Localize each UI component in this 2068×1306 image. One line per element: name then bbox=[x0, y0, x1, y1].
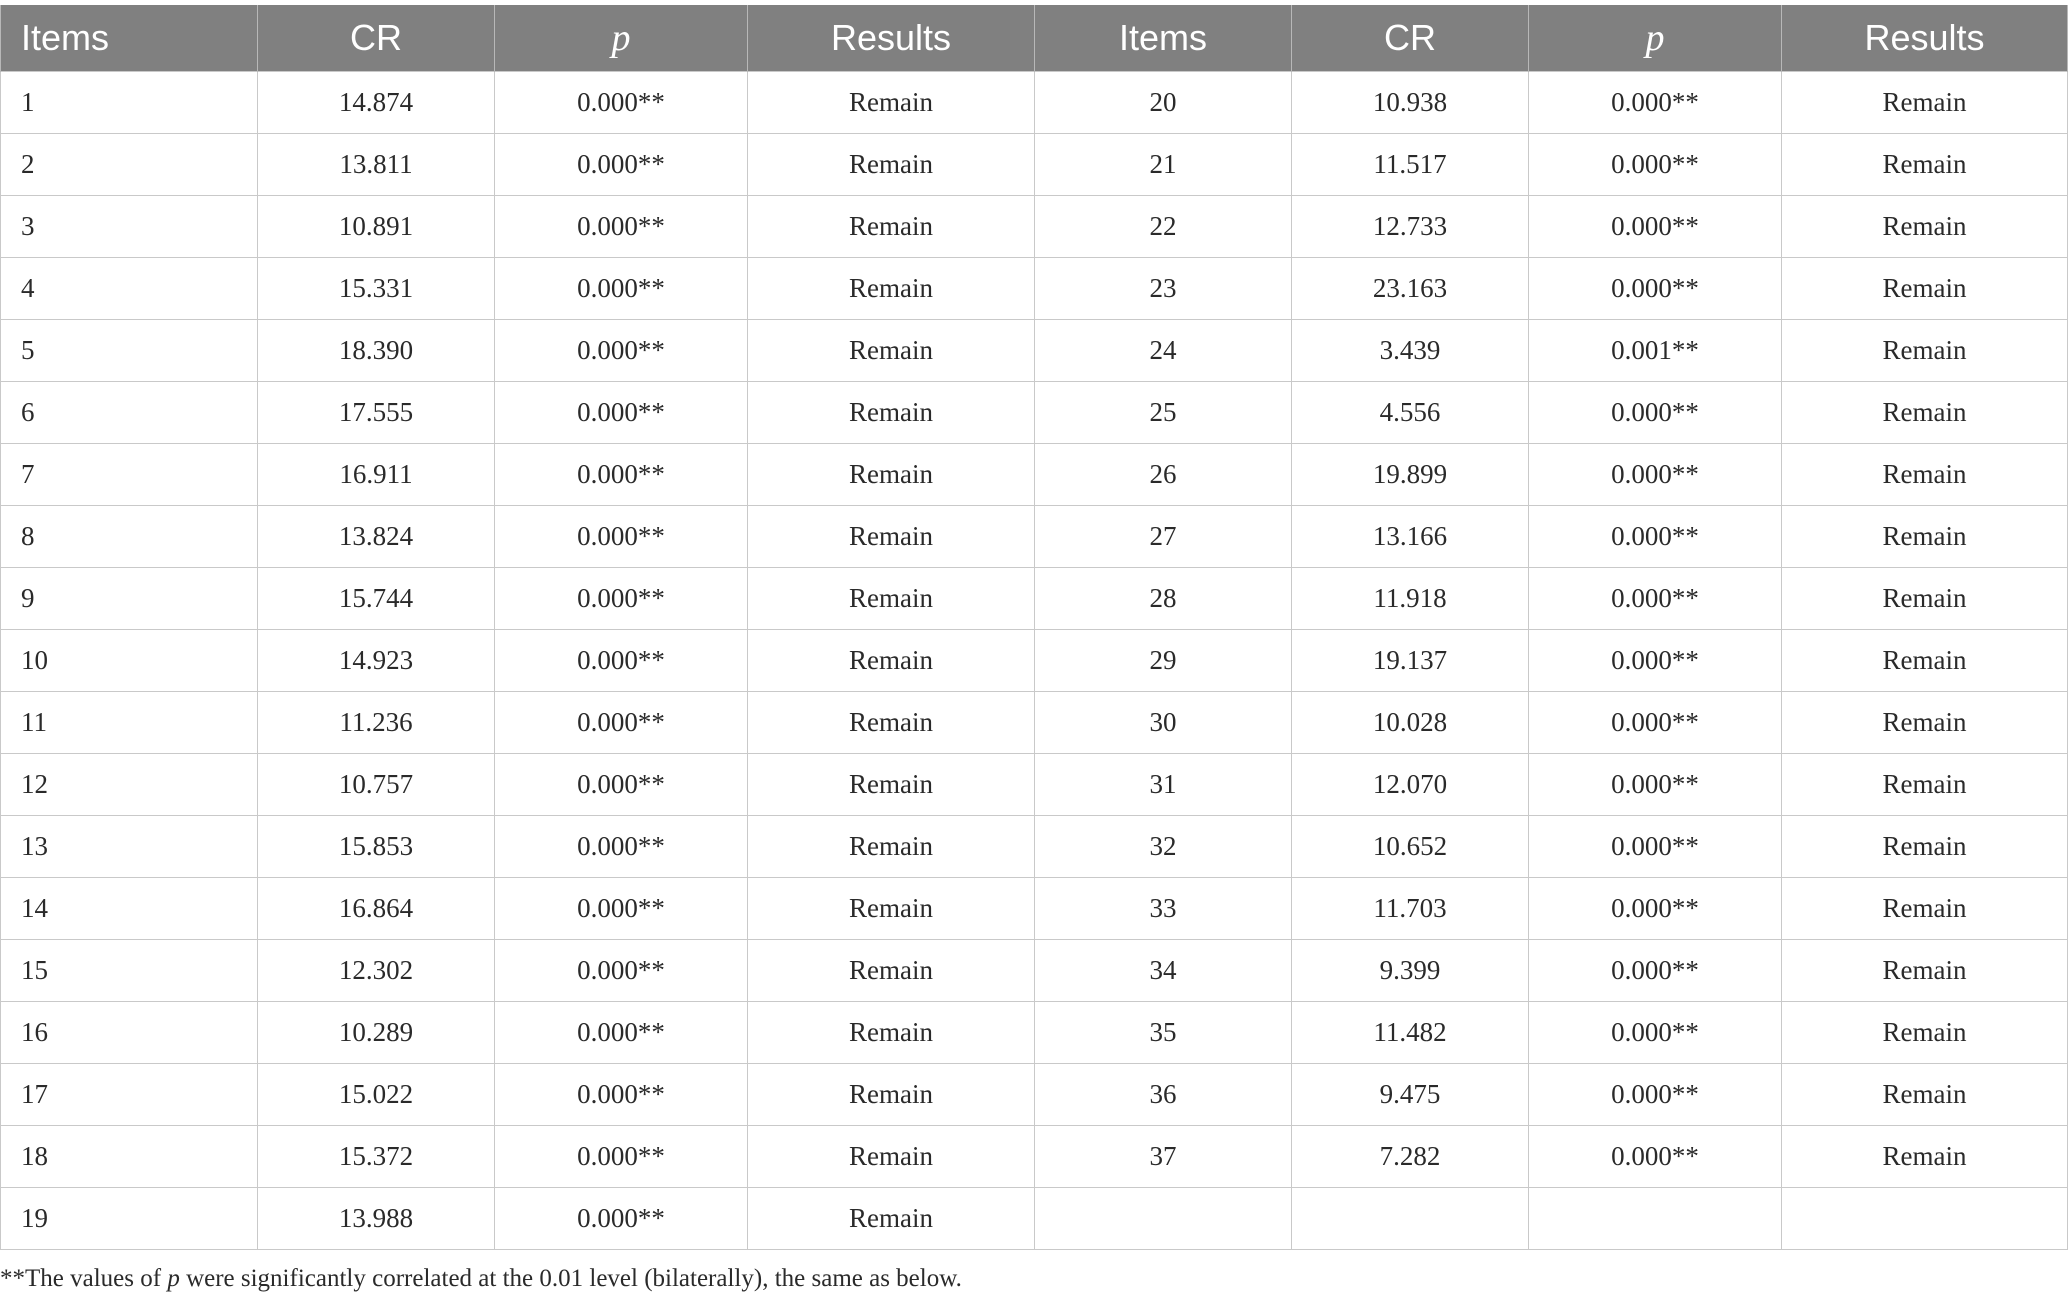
table-cell: 0.000** bbox=[1529, 444, 1782, 506]
table-cell: 0.000** bbox=[1529, 506, 1782, 568]
table-cell: 0.000** bbox=[495, 816, 748, 878]
table-cell: 28 bbox=[1035, 568, 1292, 630]
header-cr: CR bbox=[258, 5, 495, 72]
table-cell bbox=[1782, 1188, 2068, 1250]
table-cell: 0.000** bbox=[495, 1188, 748, 1250]
table-cell: 0.000** bbox=[1529, 630, 1782, 692]
table-cell: 0.000** bbox=[495, 878, 748, 940]
table-cell: Remain bbox=[1782, 1064, 2068, 1126]
header-results-2: Results bbox=[1782, 5, 2068, 72]
table-cell: Remain bbox=[748, 754, 1035, 816]
table-cell: Remain bbox=[1782, 878, 2068, 940]
table-cell: 30 bbox=[1035, 692, 1292, 754]
table-cell: 10.028 bbox=[1292, 692, 1529, 754]
table-cell: Remain bbox=[748, 1188, 1035, 1250]
table-cell: Remain bbox=[748, 134, 1035, 196]
table-cell: Remain bbox=[748, 506, 1035, 568]
table-body bbox=[1, 72, 2068, 1250]
table-cell: 15.853 bbox=[258, 816, 495, 878]
table-cell: Remain bbox=[748, 320, 1035, 382]
table-cell: 1 bbox=[1, 72, 258, 134]
table-cell: 32 bbox=[1035, 816, 1292, 878]
table-cell: 37 bbox=[1035, 1126, 1292, 1188]
table-cell: 10.891 bbox=[258, 196, 495, 258]
table-cell: 17.555 bbox=[258, 382, 495, 444]
table-cell: 0.000** bbox=[495, 568, 748, 630]
table-container bbox=[0, 5, 2068, 1250]
table-cell: 12.302 bbox=[258, 940, 495, 1002]
table-row bbox=[1, 940, 2068, 1002]
table-row bbox=[1, 72, 2068, 134]
table-cell: 14 bbox=[1, 878, 258, 940]
header-p: p bbox=[495, 5, 748, 72]
table-cell: 11 bbox=[1, 692, 258, 754]
table-cell: 0.000** bbox=[495, 258, 748, 320]
table-cell: Remain bbox=[748, 444, 1035, 506]
table-cell: 5 bbox=[1, 320, 258, 382]
table-cell: Remain bbox=[1782, 630, 2068, 692]
table-cell: Remain bbox=[1782, 258, 2068, 320]
table-cell: Remain bbox=[1782, 506, 2068, 568]
table-cell: 14.874 bbox=[258, 72, 495, 134]
table-cell: 11.236 bbox=[258, 692, 495, 754]
table-cell: 3 bbox=[1, 196, 258, 258]
table-cell: Remain bbox=[748, 568, 1035, 630]
table-cell: 35 bbox=[1035, 1002, 1292, 1064]
table-cell: 0.000** bbox=[495, 196, 748, 258]
table-row bbox=[1, 506, 2068, 568]
table-cell: Remain bbox=[1782, 444, 2068, 506]
table-cell: Remain bbox=[748, 878, 1035, 940]
table-cell: Remain bbox=[1782, 940, 2068, 1002]
table-cell bbox=[1035, 1188, 1292, 1250]
table-cell: Remain bbox=[748, 1064, 1035, 1126]
table-cell: 0.000** bbox=[495, 444, 748, 506]
table-cell: Remain bbox=[748, 630, 1035, 692]
table-cell: 4.556 bbox=[1292, 382, 1529, 444]
table-cell: Remain bbox=[748, 258, 1035, 320]
table-cell: Remain bbox=[1782, 72, 2068, 134]
table-row bbox=[1, 754, 2068, 816]
table-cell: 17 bbox=[1, 1064, 258, 1126]
table-cell: Remain bbox=[1782, 568, 2068, 630]
table-cell: 19.899 bbox=[1292, 444, 1529, 506]
table-cell: 15 bbox=[1, 940, 258, 1002]
table-cell: 18 bbox=[1, 1126, 258, 1188]
table-cell: 10.652 bbox=[1292, 816, 1529, 878]
table-cell: 27 bbox=[1035, 506, 1292, 568]
table-cell: 16.911 bbox=[258, 444, 495, 506]
table-cell: 10.289 bbox=[258, 1002, 495, 1064]
table-cell: 11.517 bbox=[1292, 134, 1529, 196]
table-cell: 23 bbox=[1035, 258, 1292, 320]
table-cell: 15.022 bbox=[258, 1064, 495, 1126]
table-cell: 33 bbox=[1035, 878, 1292, 940]
header-p-2: p bbox=[1529, 5, 1782, 72]
table-row bbox=[1, 444, 2068, 506]
table-row bbox=[1, 692, 2068, 754]
table-cell: 6 bbox=[1, 382, 258, 444]
table-cell: 13.988 bbox=[258, 1188, 495, 1250]
table-row bbox=[1, 320, 2068, 382]
table-cell: 10 bbox=[1, 630, 258, 692]
table-cell: 0.000** bbox=[495, 72, 748, 134]
table-cell: 0.000** bbox=[1529, 382, 1782, 444]
header-cr-2: CR bbox=[1292, 5, 1529, 72]
table-cell: 19 bbox=[1, 1188, 258, 1250]
table-row bbox=[1, 382, 2068, 444]
table-cell: Remain bbox=[1782, 196, 2068, 258]
table-cell: 0.000** bbox=[1529, 878, 1782, 940]
table-cell: 0.000** bbox=[1529, 754, 1782, 816]
table-cell: Remain bbox=[748, 1002, 1035, 1064]
table-cell: 8 bbox=[1, 506, 258, 568]
footnote: **The values of p were significantly correlated at the 0.01 level (bilaterally), the same as below. bbox=[0, 1265, 962, 1292]
table-cell: 3.439 bbox=[1292, 320, 1529, 382]
table-cell: 0.000** bbox=[495, 630, 748, 692]
table-row bbox=[1, 134, 2068, 196]
table-cell: 19.137 bbox=[1292, 630, 1529, 692]
table-cell: 9.475 bbox=[1292, 1064, 1529, 1126]
table-cell: Remain bbox=[1782, 692, 2068, 754]
table-cell: 0.000** bbox=[1529, 1126, 1782, 1188]
table-cell: 11.918 bbox=[1292, 568, 1529, 630]
table-cell: 0.000** bbox=[495, 754, 748, 816]
table-cell: Remain bbox=[1782, 320, 2068, 382]
header-items: Items bbox=[1, 5, 258, 72]
header-items-2: Items bbox=[1035, 5, 1292, 72]
table-row bbox=[1, 568, 2068, 630]
header-results: Results bbox=[748, 5, 1035, 72]
table-cell: Remain bbox=[1782, 1002, 2068, 1064]
table-cell: Remain bbox=[748, 382, 1035, 444]
table-cell: 13.166 bbox=[1292, 506, 1529, 568]
table-cell: Remain bbox=[1782, 1126, 2068, 1188]
table-cell: 22 bbox=[1035, 196, 1292, 258]
table-cell: Remain bbox=[1782, 382, 2068, 444]
table-cell: 16.864 bbox=[258, 878, 495, 940]
table-cell: Remain bbox=[1782, 754, 2068, 816]
table-row bbox=[1, 816, 2068, 878]
table-cell: 25 bbox=[1035, 382, 1292, 444]
table-row bbox=[1, 1188, 2068, 1250]
table-row bbox=[1, 196, 2068, 258]
table-cell: Remain bbox=[748, 196, 1035, 258]
table-cell: 13 bbox=[1, 816, 258, 878]
table-cell: 36 bbox=[1035, 1064, 1292, 1126]
table-cell: 0.000** bbox=[1529, 568, 1782, 630]
table-cell: 0.000** bbox=[1529, 72, 1782, 134]
table-cell: 0.000** bbox=[495, 320, 748, 382]
table-cell: 11.482 bbox=[1292, 1002, 1529, 1064]
header-row bbox=[1, 5, 2068, 72]
table-row bbox=[1, 1002, 2068, 1064]
table-cell: 21 bbox=[1035, 134, 1292, 196]
table-cell: 23.163 bbox=[1292, 258, 1529, 320]
table-cell: Remain bbox=[748, 72, 1035, 134]
table-cell: 0.000** bbox=[1529, 940, 1782, 1002]
cr-results-table bbox=[0, 5, 2068, 1250]
table-cell: 24 bbox=[1035, 320, 1292, 382]
table-cell: 0.000** bbox=[495, 940, 748, 1002]
table-cell: 13.811 bbox=[258, 134, 495, 196]
table-row bbox=[1, 878, 2068, 940]
table-cell: 0.000** bbox=[495, 692, 748, 754]
table-cell: 18.390 bbox=[258, 320, 495, 382]
table-cell: 0.000** bbox=[495, 382, 748, 444]
table-cell: 0.000** bbox=[495, 134, 748, 196]
table-row bbox=[1, 1126, 2068, 1188]
table-cell: 0.000** bbox=[1529, 1002, 1782, 1064]
table-cell bbox=[1292, 1188, 1529, 1250]
table-cell: 31 bbox=[1035, 754, 1292, 816]
table-cell: 0.000** bbox=[1529, 1064, 1782, 1126]
table-row bbox=[1, 630, 2068, 692]
table-cell: 15.372 bbox=[258, 1126, 495, 1188]
table-cell: 11.703 bbox=[1292, 878, 1529, 940]
table-cell: 20 bbox=[1035, 72, 1292, 134]
table-cell: 14.923 bbox=[258, 630, 495, 692]
table-row bbox=[1, 1064, 2068, 1126]
table-cell: 9 bbox=[1, 568, 258, 630]
table-cell: Remain bbox=[1782, 134, 2068, 196]
table-cell: 26 bbox=[1035, 444, 1292, 506]
table-cell: 10.938 bbox=[1292, 72, 1529, 134]
table-cell: Remain bbox=[748, 692, 1035, 754]
table-cell: Remain bbox=[1782, 816, 2068, 878]
table-cell: 16 bbox=[1, 1002, 258, 1064]
table-cell: 12 bbox=[1, 754, 258, 816]
table-cell: 0.000** bbox=[495, 1064, 748, 1126]
table-cell: 0.000** bbox=[1529, 134, 1782, 196]
table-cell: 13.824 bbox=[258, 506, 495, 568]
table-cell: 0.000** bbox=[1529, 196, 1782, 258]
table-cell: Remain bbox=[748, 816, 1035, 878]
table-cell: 0.000** bbox=[495, 1002, 748, 1064]
table-cell: 0.000** bbox=[1529, 258, 1782, 320]
table-cell: 10.757 bbox=[258, 754, 495, 816]
table-cell: 29 bbox=[1035, 630, 1292, 692]
table-cell: 12.070 bbox=[1292, 754, 1529, 816]
table-cell: 0.000** bbox=[1529, 816, 1782, 878]
table-cell: 9.399 bbox=[1292, 940, 1529, 1002]
table-cell: Remain bbox=[748, 940, 1035, 1002]
table-cell: 0.000** bbox=[1529, 692, 1782, 754]
table-cell: 12.733 bbox=[1292, 196, 1529, 258]
table-cell bbox=[1529, 1188, 1782, 1250]
table-cell: 7.282 bbox=[1292, 1126, 1529, 1188]
table-cell: 34 bbox=[1035, 940, 1292, 1002]
table-cell: 7 bbox=[1, 444, 258, 506]
table-cell: 15.744 bbox=[258, 568, 495, 630]
table-cell: Remain bbox=[748, 1126, 1035, 1188]
table-cell: 15.331 bbox=[258, 258, 495, 320]
table-cell: 4 bbox=[1, 258, 258, 320]
table-cell: 2 bbox=[1, 134, 258, 196]
table-row bbox=[1, 258, 2068, 320]
table-cell: 0.000** bbox=[495, 506, 748, 568]
table-cell: 0.000** bbox=[495, 1126, 748, 1188]
table-cell: 0.001** bbox=[1529, 320, 1782, 382]
